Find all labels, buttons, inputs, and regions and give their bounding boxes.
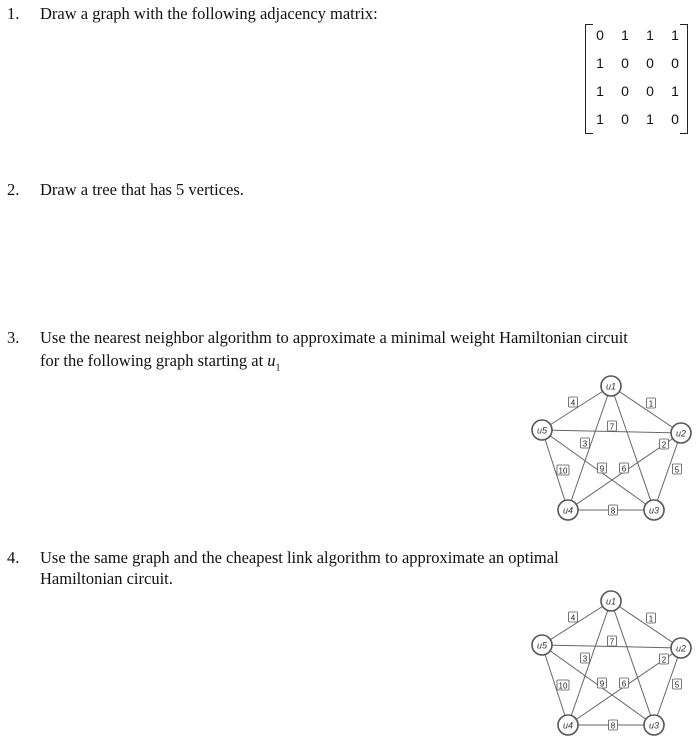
question-1 [7,3,378,25]
edge-weight-label [673,464,682,474]
edge-weight-label [660,439,669,449]
vertex-u2 [671,423,691,443]
weight-text: 1 [648,614,654,624]
vertex-label: u1 [605,596,617,607]
edge-u1-u2 [611,601,681,648]
matrix-cell: 1 [596,83,604,99]
question-3 [7,327,628,349]
weight-text: 10 [558,466,568,476]
vertex-u3 [644,715,664,735]
question-number: 1. [7,4,20,23]
edge-weight-label [647,398,656,408]
question-text-line-1: Use the same graph and the cheapest link algorithm to approximate an optimal [40,548,559,567]
adjacency-matrix [585,24,688,134]
question-3-line-2 [40,350,281,379]
matrix-cell: 1 [646,27,654,43]
weight-text: 9 [599,679,605,689]
vertex-label: u3 [648,720,660,731]
edge-u1-u5 [542,601,611,645]
question-text-line-2: for the following graph starting at [40,351,264,370]
matrix-cell: 0 [671,111,679,127]
vertex-label: u4 [562,720,574,731]
edge-u1-u5 [542,386,611,430]
matrix-cell: 0 [621,55,629,71]
question-4-line-2 [40,568,173,590]
question-number: 3. [7,328,20,347]
question-text: Draw a graph with the following adjacency matrix: [40,4,378,23]
question-4 [7,547,559,569]
question-text-line-2: Hamiltonian circuit. [40,569,173,588]
vertex-label: u5 [536,640,548,651]
weight-text: 4 [570,398,576,408]
matrix-cell: 0 [646,55,654,71]
vertex-u2 [671,638,691,658]
edge-weight-label [598,678,607,688]
edge-weight-label [581,653,590,663]
vertex-u4 [558,500,578,520]
vertex-u5 [532,635,552,655]
matrix-cell: 0 [621,83,629,99]
matrix-cell: 0 [646,83,654,99]
question-text-line-1: Use the nearest neighbor algorithm to approximate a minimal weight Hamiltonian circuit [40,328,628,347]
matrix-cell: 1 [596,55,604,71]
edge-weight-label [609,505,618,515]
vertex-u1 [601,591,621,611]
edge-weight-label [660,654,669,664]
edge-weight-label [609,720,618,730]
weight-text: 6 [621,464,627,474]
weight-text: 8 [610,721,616,731]
matrix-cell: 1 [671,83,679,99]
weight-text: 10 [558,681,568,691]
edge-weight-label [557,465,569,475]
weight-text: 5 [674,680,680,690]
matrix-cell: 1 [671,27,679,43]
edge-weight-label [647,613,656,623]
question-number: 4. [7,548,20,567]
edge-weight-label [673,679,682,689]
weight-text: 9 [599,464,605,474]
weight-text: 7 [609,422,615,432]
matrix-cell: 1 [596,111,604,127]
weight-text: 7 [609,637,615,647]
start-vertex-symbol: $u_1$ [267,351,281,374]
matrix-cell: 0 [621,111,629,127]
edge-weight-label [557,680,569,690]
matrix-cell: 0 [671,55,679,71]
matrix-cell: 1 [646,111,654,127]
vertex-u4 [558,715,578,735]
weight-text: 2 [661,655,667,665]
matrix-cell: 0 [596,27,604,43]
edge-weight-label [608,421,617,431]
vertex-u3 [644,500,664,520]
question-2 [7,179,244,201]
vertex-label: u2 [675,643,687,654]
edge-weight-label [598,463,607,473]
edge-u1-u2 [611,386,681,433]
question-number: 2. [7,180,20,199]
weighted-graph-2 [525,587,695,739]
edge-weight-label [620,463,629,473]
weighted-graph-1 [525,372,695,522]
edge-weight-label [608,636,617,646]
edge-weight-label [569,397,578,407]
vertex-label: u5 [536,425,548,436]
vertex-label: u2 [675,428,687,439]
vertex-u5 [532,420,552,440]
weight-text: 1 [648,399,654,409]
edge-weight-label [569,612,578,622]
weight-text: 8 [610,506,616,516]
weight-text: 2 [661,440,667,450]
vertex-u1 [601,376,621,396]
vertex-label: u4 [562,505,574,516]
vertex-label: u3 [648,505,660,516]
edge-weight-label [620,678,629,688]
edge-weight-label [581,438,590,448]
weight-text: 4 [570,613,576,623]
weight-text: 5 [674,465,680,475]
vertex-label: u1 [605,381,617,392]
matrix-cell: 1 [621,27,629,43]
matrix-left-bracket [585,24,593,134]
weight-text: 3 [582,654,588,664]
weight-text: 6 [621,679,627,689]
weight-text: 3 [582,439,588,449]
question-text: Draw a tree that has 5 vertices. [40,180,244,199]
